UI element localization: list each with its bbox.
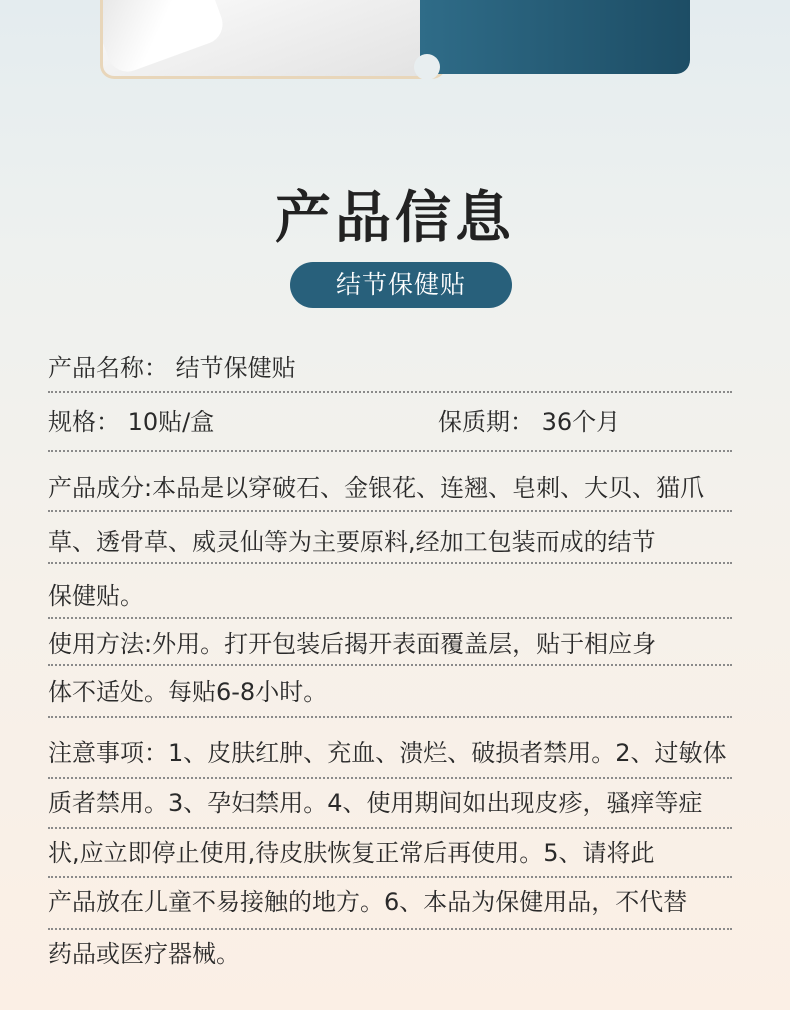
divider (48, 510, 732, 512)
product-name-pill: 结节保健贴 (290, 262, 512, 308)
divider (48, 664, 732, 666)
divider (48, 876, 732, 878)
info-ingredients-line: 产品成分:本品是以穿破石、金银花、连翘、皂刺、大贝、猫爪 (48, 474, 705, 502)
info-ingredients-line: 保健贴。 (48, 582, 144, 610)
info-ingredients-line: 草、透骨草、威灵仙等为主要原料,经加工包装而成的结节 (48, 528, 656, 556)
divider (48, 716, 732, 718)
divider (48, 827, 732, 829)
page-title: 产品信息 (275, 186, 515, 251)
info-notes-line: 产品放在儿童不易接触的地方。6、本品为保健用品，不代替 (48, 888, 688, 916)
info-product-name: 产品名称： 结节保健贴 (48, 354, 296, 382)
info-usage-line: 体不适处。每贴6-8小时。 (48, 678, 328, 706)
divider (48, 562, 732, 564)
info-spec: 规格： 10贴/盒 (48, 408, 215, 436)
info-shelf-life: 保质期： 36个月 (438, 408, 621, 436)
info-notes-line: 药品或医疗器械。 (48, 940, 240, 968)
info-notes-line: 质者禁用。3、孕妇禁用。4、使用期间如出现皮疹，骚痒等症 (48, 789, 703, 817)
divider (48, 928, 732, 930)
info-notes-line: 注意事项：1、皮肤红肿、充血、溃烂、破损者禁用。2、过敏体 (48, 739, 727, 767)
divider (48, 617, 732, 619)
divider (48, 777, 732, 779)
divider (48, 450, 732, 452)
top-banner (420, 0, 690, 74)
info-usage-line: 使用方法:外用。打开包装后揭开表面覆盖层，贴于相应身 (48, 630, 657, 658)
divider (48, 391, 732, 393)
info-notes-line: 状,应立即停止使用,待皮肤恢复正常后再使用。5、请将此 (48, 839, 655, 867)
patch-fold (100, 0, 228, 77)
banner-notch (414, 54, 440, 80)
product-photo (100, 0, 446, 79)
